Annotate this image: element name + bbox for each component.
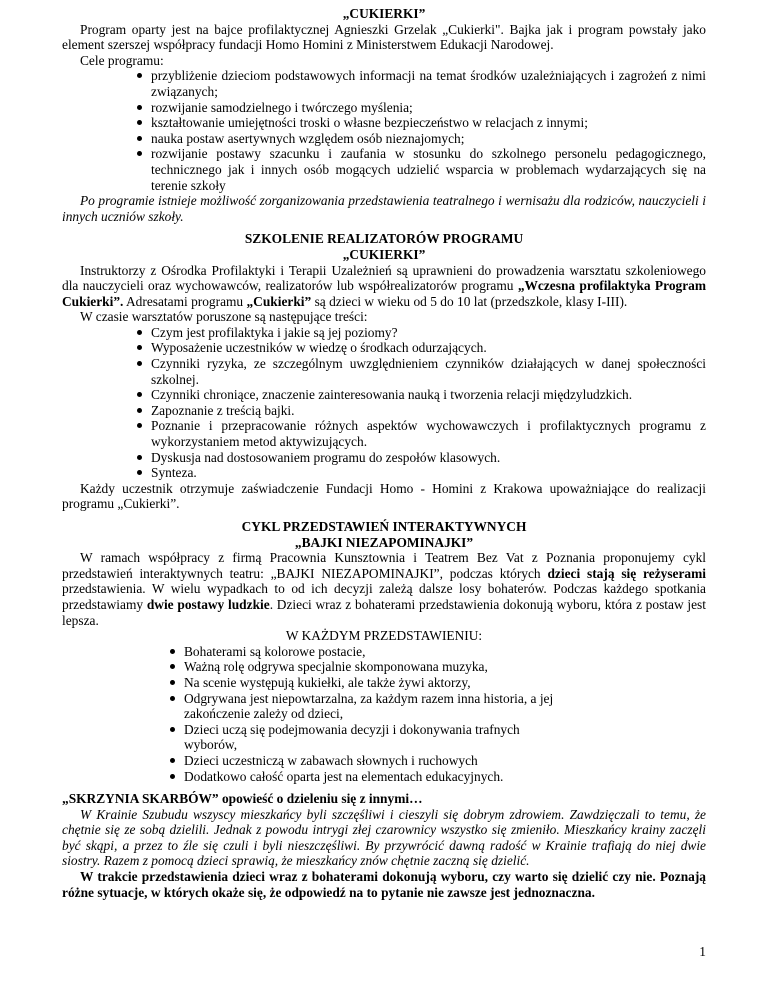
list-item: Czynniki ryzyka, ze szczególnym uwzględnieniem czynników działających w danej społeczności szkolnej. bbox=[137, 356, 706, 387]
page-number: 1 bbox=[699, 944, 706, 959]
document-page bbox=[62, 6, 706, 900]
goals-label: Cele programu: bbox=[80, 52, 164, 68]
treasure-chest-heading: „SKRZYNIA SKARBÓW” opowieść o dzieleniu się z innymi… bbox=[62, 791, 423, 807]
section-title-cukierki: „CUKIERKI” bbox=[342, 6, 426, 21]
list-item: Odgrywana jest niepowtarzalna, za każdym razem inna historia, a jej zakończenie zależy od dzieci, bbox=[170, 691, 556, 722]
certificate-paragraph: Każdy uczestnik otrzymuje zaświadczenie Fundacji Homo - Homini z Krakowa upoważniające do realizacji programu „Cukierki”. bbox=[62, 480, 706, 512]
list-item: Czym jest profilaktyka i jakie są jej poziomy? bbox=[137, 325, 706, 341]
list-item: Czynniki chroniące, znaczenie zainteresowania nauką i tworzenia relacji międzyludzkich. bbox=[137, 387, 706, 403]
performances-paragraph: W ramach współpracy z firmą Pracownia Kunsztownia i Teatrem Bez Vat z Poznania proponujemy cykl przedstawień interaktywnych teatru: „BAJKI NIEZAPOMINAJKI”, podczas których dzieci stają się reżyserami przedstawienia. W wielu wypadkach to od ich decyzji zależą dalsze losy bohaterów. Podczas każdego spotkania przedstawiamy dwie postawy ludzkie. Dzieci wraz z bohaterami przedstawienia dokonują wyboru, która z postaw jest lepsza. bbox=[62, 550, 706, 628]
topics-label: W czasie warsztatów poruszone są następujące treści: bbox=[80, 309, 368, 325]
list-item: Poznanie i przepracowanie różnych aspektów wychowawczych i profilaktycznych programu z wykorzystaniem metod aktywizujących. bbox=[137, 418, 706, 449]
list-item: Zapoznanie z treścią bajki. bbox=[137, 403, 706, 419]
list-item: Dzieci uczestniczą w zabawach słownych i ruchowych bbox=[170, 753, 556, 769]
summary-paragraph: W trakcie przedstawienia dzieci wraz z bohaterami dokonują wyboru, czy warto się dzielić czy nie. Poznają różne sytuacje, w których okaże się, że odpowiedź na to pytanie nie zawsze jest jednoznaczna. bbox=[62, 869, 706, 900]
list-item: Dyskusja nad dostosowaniem programu do zespołów klasowych. bbox=[137, 450, 706, 466]
list-item: przybliżenie dzieciom podstawowych informacji na temat środków uzależniających i zagrożeń z nimi związanych; bbox=[137, 68, 706, 99]
section-subtitle-training: „CUKIERKI” bbox=[342, 246, 426, 262]
list-item: nauka postaw asertywnych względem osób nieznajomych; bbox=[137, 131, 706, 147]
story-paragraph: W Krainie Szubudu wszyscy mieszkańcy byli szczęśliwi i cieszyli się dobrym zdrowiem. Zawdzięczali to temu, że chętnie się ze sobą dzielili. Jednak z powodu intrygi złej czarownicy wszystko się zmieniło. Mieszkańcy krainy zaczęli być skąpi, a przez to źle się czuli i byli nieszczęśliwi. By przywrócić dawną radość w Krainie trafiają do niej dwie siostry. Razem z pomocą dzieci sprawią, że mieszkańcy znów chętnie zaczną się dzielić. bbox=[62, 806, 706, 869]
list-item: Ważną rolę odgrywa specjalnie skomponowana muzyka, bbox=[170, 659, 556, 675]
list-item: rozwijanie postawy szacunku i zaufania w stosunku do szkolnego personelu pedagogicznego, technicznego jak i innych osób mogących udzielić wsparcia w problemach wydarzających się na terenie szkoły bbox=[137, 146, 706, 193]
topics-list bbox=[137, 325, 706, 481]
section-title-performances: CYKL PRZEDSTAWIEŃ INTERAKTYWNYCH bbox=[241, 519, 527, 534]
section-subtitle-performances: „BAJKI NIEZAPOMINAJKI” bbox=[294, 534, 474, 550]
list-item: Dzieci uczą się podejmowania decyzji i dokonywania trafnych wyborów, bbox=[170, 722, 556, 753]
list-item: Synteza. bbox=[137, 465, 706, 481]
training-paragraph: Instruktorzy z Ośrodka Profilaktyki i Terapii Uzależnień są uprawnieni do prowadzenia warsztatu szkoleniowego dla nauczycieli oraz wychowawców, realizatorów lub współrealizatorów programu „Wczesna profilaktyka Program Cukierki”. Adresatami programu „Cukierki” są dzieci w wieku od 5 do 10 lat (przedszkole, klasy I-III). bbox=[62, 262, 707, 309]
list-item: rozwijanie samodzielnego i twórczego myślenia; bbox=[137, 100, 706, 116]
list-item: Wyposażenie uczestników w wiedzę o środkach odurzających. bbox=[137, 340, 706, 356]
list-item: Na scenie występują kukiełki, ale także żywi aktorzy, bbox=[170, 675, 556, 691]
list-item: Bohaterami są kolorowe postacie, bbox=[170, 644, 556, 660]
outro-paragraph: Po programie istnieje możliwość zorganizowania przedstawienia teatralnego i wernisażu dla rodziców, nauczycieli i innych uczniów szkoły. bbox=[62, 193, 706, 224]
list-item: Dodatkowo całość oparta jest na elementach edukacyjnych. bbox=[170, 769, 556, 785]
intro-paragraph: Program oparty jest na bajce profilaktycznej Agnieszki Grzelak „Cukierki". Bajka jak i program powstały jako element szerszej współpracy fundacji Homo Homini z Ministerstwem Edukacji Narodowej. bbox=[62, 21, 706, 53]
each-performance-label: W KAŻDYM PRZEDSTAWIENIU: bbox=[285, 628, 483, 644]
each-performance-list bbox=[170, 644, 556, 784]
goals-list bbox=[137, 68, 706, 193]
section-title-training: SZKOLENIE REALIZATORÓW PROGRAMU bbox=[244, 231, 524, 247]
list-item: kształtowanie umiejętności troski o własne bezpieczeństwo w relacjach z innymi; bbox=[137, 115, 706, 131]
